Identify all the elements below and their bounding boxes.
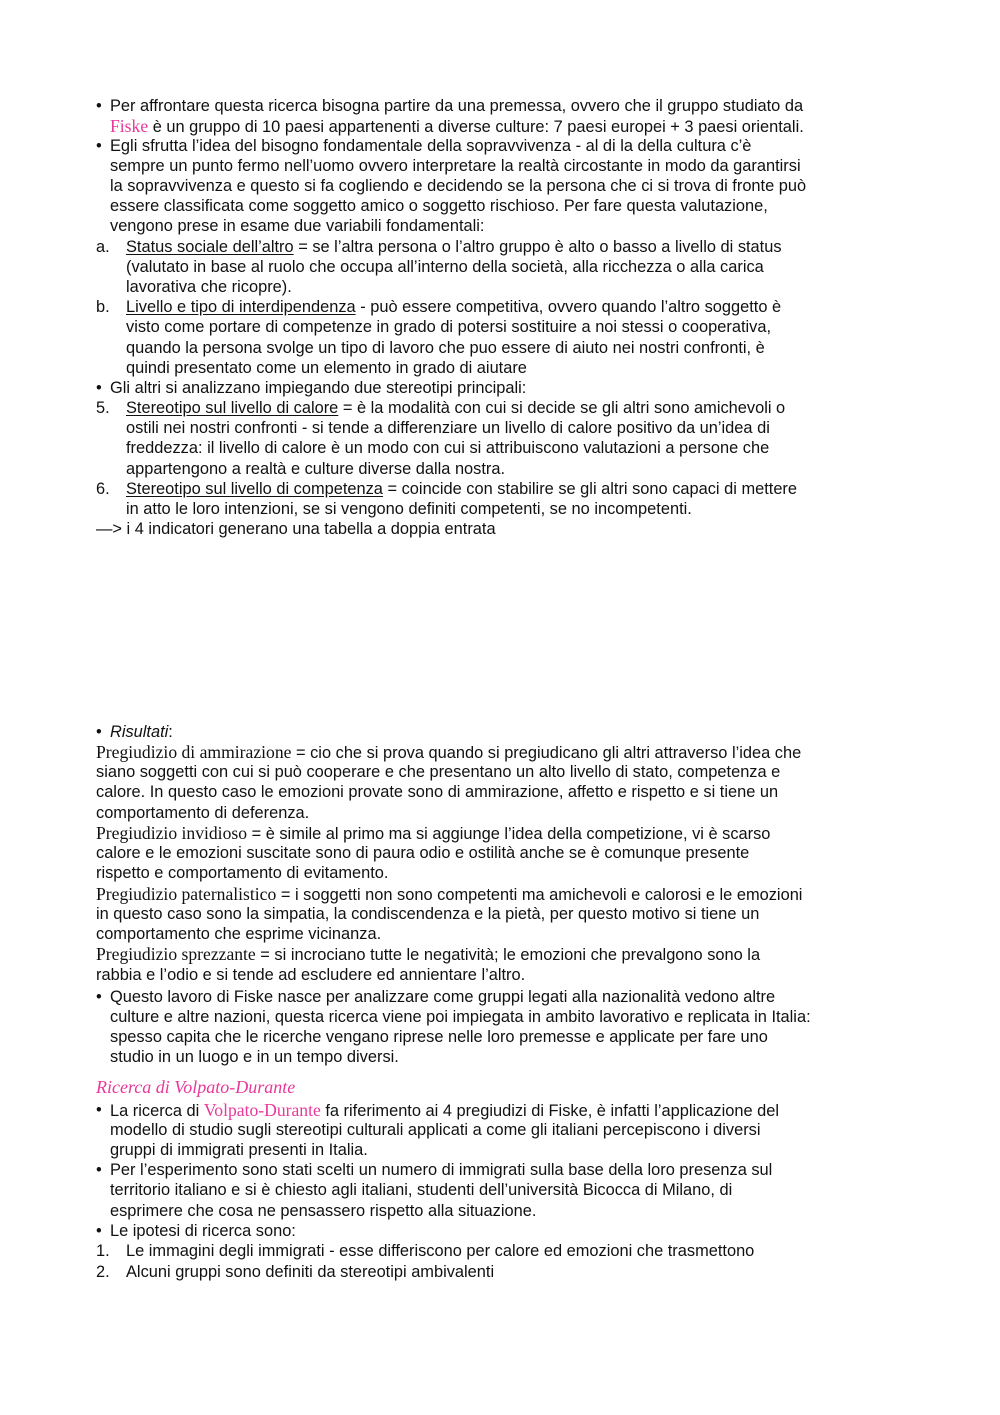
text-line [96, 823, 770, 844]
text-line: vengono prese in esame due variabili fondamentali: [110, 217, 485, 235]
text-line: Questo lavoro di Fiske nasce per analizzare come gruppi legati alla nazionalità vedono altre [110, 988, 776, 1006]
text-line: lavorativa che ricopre). [126, 278, 292, 296]
term-sprezzante: Pregiudizio sprezzante [96, 944, 256, 964]
text-fragment: = se l’altra persona o l’altro gruppo è alto o basso a livello di status [293, 238, 782, 256]
text-line [126, 237, 782, 257]
list-marker: 6. [96, 480, 110, 498]
text-line: comportamento di deferenza. [96, 804, 310, 822]
volpato-durante-name: Volpato-Durante [203, 1100, 321, 1120]
list-marker: 1. [96, 1242, 110, 1260]
text-line: modello di studio sugli stereotipi culturali applicati a come gli italiani percepiscono i diversi [110, 1121, 761, 1139]
text-line: calore e le emozioni suscitate sono di paura odio e ostilità anche se è comunque presente [96, 844, 750, 862]
text-fragment: fa riferimento ai 4 pregiudizi di Fiske, è infatti l’applicazione del [320, 1102, 780, 1120]
text-fragment: è un gruppo di 10 paesi appartenenti a diverse culture: 7 paesi europei + 3 paesi orientali. [152, 118, 804, 136]
text-line: quindi presentato come un elemento in grado di aiutare [126, 359, 527, 377]
text-line: Le ipotesi di ricerca sono: [110, 1222, 296, 1240]
text-line [110, 1100, 779, 1121]
text-line: essere classificata come soggetto amico o soggetto rischioso. Per fare questa valutazione, [110, 197, 768, 215]
text-line: appartengono a realtà e culture diverse dalla nostra. [126, 460, 506, 478]
text-line: esprimere che cosa ne pensassero rispetto alla situazione. [110, 1202, 537, 1220]
text-line: Per affrontare questa ricerca bisogna partire da una premessa, ovvero che il gruppo studiato da [110, 97, 804, 115]
text-line: gruppi di immigrati presenti in Italia. [110, 1141, 368, 1159]
bullet-marker: • [96, 1222, 102, 1240]
text-line: (valutato in base al ruolo che occupa all’interno della società, alla ricchezza o alla carica [126, 258, 764, 276]
text-line: freddezza: il livello di calore è un modo con cui si attribuiscono valutazioni a persone che [126, 439, 770, 457]
text-line: Egli sfrutta l’idea del bisogno fondamentale della sopravvivenza - al di la della cultura c’è [110, 137, 752, 155]
text-line: comportamento che esprime vicinanza. [96, 925, 382, 943]
text-line: ostili nei nostri confronti - si tende a differenziare un livello di calore positivo da un’idea di [126, 419, 770, 437]
text-line: spesso capita che le ricerche vengano riprese nelle loro premesse e applicate per fare uno [110, 1028, 768, 1046]
bullet-marker: • [96, 723, 102, 741]
bullet-marker: • [96, 379, 102, 397]
text-line: in questo caso sono la simpatia, la condiscendenza e la pietà, per questo motivo si tiene un [96, 905, 760, 923]
list-marker: a. [96, 238, 110, 256]
text-line: visto come portare di competenze in grado di potersi sostituire a noi stessi o cooperativa, [126, 318, 772, 336]
term-ammirazione: Pregiudizio di ammirazione [96, 742, 292, 762]
text-line [96, 944, 760, 965]
text-line [96, 884, 802, 905]
term-competenza: Stereotipo sul livello di competenza [126, 480, 383, 498]
text-line: rispetto e comportamento di evitamento. [96, 864, 389, 882]
bullet-marker: • [96, 1101, 102, 1119]
list-marker: 2. [96, 1263, 110, 1281]
results-label-text: Risultati [110, 723, 169, 741]
text-line: rabbia e l’odio e si tende ad escludere ed annientare l’altro. [96, 966, 526, 984]
text-line: calore. In questo caso le emozioni provate sono di ammirazione, affetto e rispetto e si tiene un [96, 783, 779, 801]
text-line: culture e altre nazioni, questa ricerca viene poi impiegata in ambito lavorativo e replicata in Italia: [110, 1008, 811, 1026]
text-line: territorio italiano e si è chiesto agli italiani, studenti dell’università Bicocca di Milano, di [110, 1181, 733, 1199]
text-fragment: = è simile al primo ma si aggiunge l’idea della competizione, vi è scarso [247, 825, 771, 843]
bullet-marker: • [96, 1161, 102, 1179]
bullet-marker: • [96, 988, 102, 1006]
text-fragment: La ricerca di [110, 1102, 204, 1120]
text-fragment: = è la modalità con cui si decide se gli altri sono amichevoli o [338, 399, 786, 417]
term-paternalistico: Pregiudizio paternalistico [96, 884, 277, 904]
text-line: Alcuni gruppi sono definiti da stereotipi ambivalenti [126, 1263, 495, 1281]
section-heading: Ricerca di Volpato-Durante [96, 1077, 296, 1097]
term-status-sociale: Status sociale dell’altro [126, 238, 294, 256]
text-fragment: = si incrociano tutte le negatività; le emozioni che prevalgono sono la [255, 946, 761, 964]
text-line: Le immagini degli immigrati - esse differiscono per calore ed emozioni che trasmettono [126, 1242, 755, 1260]
text-line [126, 398, 785, 418]
text-line: in atto le loro intenzioni, se si vengono definiti competenti, se no incompetenti. [126, 500, 692, 518]
results-label [110, 722, 173, 742]
text-line [126, 297, 781, 317]
text-fragment: - può essere competitiva, ovvero quando l’altro soggetto è [355, 298, 782, 316]
list-marker: 5. [96, 399, 110, 417]
text-line: Gli altri si analizzano impiegando due stereotipi principali: [110, 379, 527, 397]
term-invidioso: Pregiudizio invidioso [96, 823, 248, 843]
fiske-name: Fiske [110, 116, 149, 136]
text-line: siano soggetti con cui si può cooperare e che presentano un alto livello di stato, competenza e [96, 763, 781, 781]
text-line: studio in un luogo e in un tempo diversi. [110, 1048, 399, 1066]
term-interdipendenza: Livello e tipo di interdipendenza [126, 298, 356, 316]
bullet-marker: • [96, 97, 102, 115]
text-line [110, 116, 804, 137]
term-calore: Stereotipo sul livello di calore [126, 399, 339, 417]
text-line [96, 742, 801, 763]
text-fragment: = coincide con stabilire se gli altri sono capaci di mettere [382, 480, 798, 498]
text-line: Per l’esperimento sono stati scelti un numero di immigrati sulla base della loro presenza sul [110, 1161, 773, 1179]
text-line: quando la persona svolge un tipo di lavoro che puo essere di aiuto nei nostri confronti, è [126, 339, 765, 357]
text-fragment: = cio che si prova quando si pregiudicano gli altri attraverso l’idea che [291, 744, 802, 762]
text-line: la sopravvivenza e questo si fa cogliendo e decidendo se la persona che ci si trova di fronte può [110, 177, 807, 195]
bullet-marker: • [96, 137, 102, 155]
results-colon: : [168, 723, 173, 741]
text-fragment: = i soggetti non sono competenti ma amichevoli e calorosi e le emozioni [276, 886, 803, 904]
list-marker: b. [96, 298, 110, 316]
text-line [126, 479, 797, 499]
arrow-note: —> i 4 indicatori generano una tabella a doppia entrata [96, 520, 496, 538]
text-line: sempre un punto fermo nell’uomo ovvero interpretare la realtà circostante in modo da garantirsi [110, 157, 801, 175]
